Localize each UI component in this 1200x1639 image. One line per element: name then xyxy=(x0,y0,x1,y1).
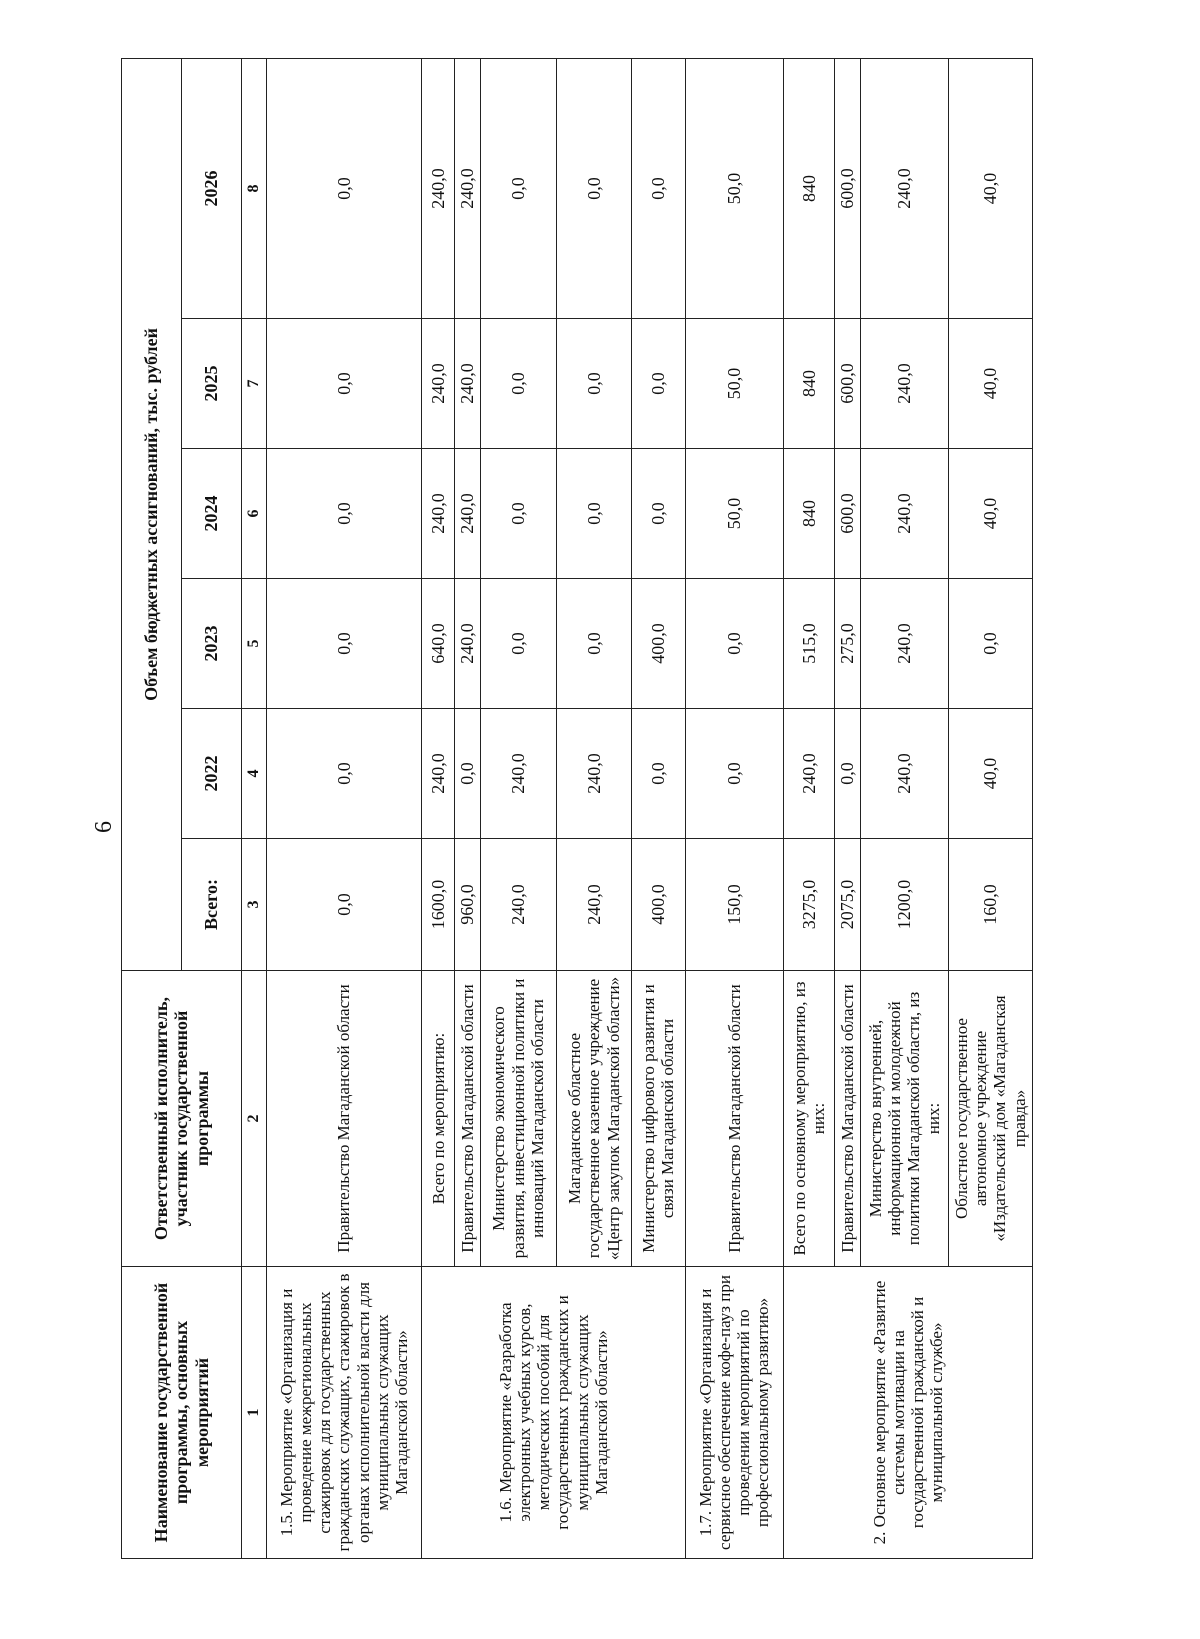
year-value-cell: 0,0 xyxy=(556,58,632,318)
year-value-cell: 0,0 xyxy=(480,449,556,579)
year-value-cell: 0,0 xyxy=(266,579,422,709)
header-year: 2026 xyxy=(182,58,242,318)
executor-cell: Магаданское областное государственное казенное учреждение «Центр закупок Магаданской области» xyxy=(556,971,632,1267)
total-cell: 3275,0 xyxy=(783,839,834,971)
executor-cell: Областное государственное автономное учреждение «Издательский дом «Магаданская правда» xyxy=(948,971,1032,1267)
total-cell: 150,0 xyxy=(685,839,783,971)
year-value-cell: 240,0 xyxy=(860,579,948,709)
table-row xyxy=(783,58,834,1558)
column-number: 3 xyxy=(242,839,267,971)
executor-cell: Правительство Магаданской области xyxy=(835,971,861,1267)
year-value-cell: 840 xyxy=(783,319,834,449)
year-value-cell: 0,0 xyxy=(632,449,685,579)
column-number: 5 xyxy=(242,579,267,709)
header-budget-group: Объем бюджетных ассигнований, тыс. рублей xyxy=(122,58,182,970)
year-value-cell: 275,0 xyxy=(835,579,861,709)
year-value-cell: 240,0 xyxy=(860,449,948,579)
year-value-cell: 0,0 xyxy=(455,709,481,839)
header-executor: Ответственный исполнитель, участник государственной программы xyxy=(122,971,242,1267)
year-value-cell: 0,0 xyxy=(556,319,632,449)
year-value-cell: 240,0 xyxy=(860,319,948,449)
year-value-cell: 600,0 xyxy=(835,58,861,318)
year-value-cell: 0,0 xyxy=(480,319,556,449)
executor-cell: Министерство цифрового развития и связи Магаданской области xyxy=(632,971,685,1267)
year-value-cell: 840 xyxy=(783,58,834,318)
year-value-cell: 240,0 xyxy=(455,58,481,318)
table-row xyxy=(685,58,783,1558)
program-name-cell: 1.6. Мероприятие «Разработка электронных учебных курсов, методических пособий для государственных гражданских и муниципальных служащих Магаданской области» xyxy=(422,1267,685,1559)
column-number: 4 xyxy=(242,709,267,839)
year-value-cell: 600,0 xyxy=(835,449,861,579)
year-value-cell: 0,0 xyxy=(948,579,1032,709)
total-cell: 240,0 xyxy=(556,839,632,971)
year-value-cell: 40,0 xyxy=(948,709,1032,839)
year-value-cell: 0,0 xyxy=(632,319,685,449)
executor-cell: Всего по основному мероприятию, из них: xyxy=(783,971,834,1267)
column-number: 7 xyxy=(242,319,267,449)
header-year: 2024 xyxy=(182,449,242,579)
total-cell: 1600,0 xyxy=(422,839,455,971)
year-value-cell: 40,0 xyxy=(948,449,1032,579)
year-value-cell: 240,0 xyxy=(480,709,556,839)
total-cell: 2075,0 xyxy=(835,839,861,971)
year-value-cell: 0,0 xyxy=(685,709,783,839)
budget-table xyxy=(121,58,1033,1559)
year-value-cell: 0,0 xyxy=(266,58,422,318)
year-value-cell: 40,0 xyxy=(948,58,1032,318)
program-name-cell: 1.7. Мероприятие «Организация и сервисное обеспечение кофе-пауз при проведении мероприятий по профессиональному развитию» xyxy=(685,1267,783,1559)
executor-cell: Всего по мероприятию: xyxy=(422,971,455,1267)
page-number: 6 xyxy=(91,821,117,833)
year-value-cell: 0,0 xyxy=(632,58,685,318)
header-year: 2023 xyxy=(182,579,242,709)
year-value-cell: 240,0 xyxy=(422,319,455,449)
year-value-cell: 600,0 xyxy=(835,319,861,449)
year-value-cell: 515,0 xyxy=(783,579,834,709)
header-year: 2025 xyxy=(182,319,242,449)
executor-cell: Министерство экономического развития, инвестиционной политики и инноваций Магаданской области xyxy=(480,971,556,1267)
year-value-cell: 240,0 xyxy=(783,709,834,839)
total-cell: 960,0 xyxy=(455,839,481,971)
year-value-cell: 0,0 xyxy=(632,709,685,839)
year-value-cell: 0,0 xyxy=(835,709,861,839)
total-cell: 400,0 xyxy=(632,839,685,971)
year-value-cell: 0,0 xyxy=(556,449,632,579)
header-total: Всего: xyxy=(182,839,242,971)
year-value-cell: 0,0 xyxy=(266,319,422,449)
rotated-table-wrapper xyxy=(121,59,1033,1559)
year-value-cell: 400,0 xyxy=(632,579,685,709)
total-cell: 0,0 xyxy=(266,839,422,971)
total-cell: 1200,0 xyxy=(860,839,948,971)
table-row xyxy=(422,58,455,1558)
year-value-cell: 240,0 xyxy=(422,709,455,839)
year-value-cell: 0,0 xyxy=(480,579,556,709)
year-value-cell: 240,0 xyxy=(556,709,632,839)
column-number: 8 xyxy=(242,58,267,318)
column-number: 6 xyxy=(242,449,267,579)
year-value-cell: 50,0 xyxy=(685,319,783,449)
total-cell: 160,0 xyxy=(948,839,1032,971)
year-value-cell: 240,0 xyxy=(422,449,455,579)
year-value-cell: 50,0 xyxy=(685,58,783,318)
year-value-cell: 240,0 xyxy=(455,579,481,709)
program-name-cell: 2. Основное мероприятие «Развитие системы мотивации на государственной гражданской и муниципальной службе» xyxy=(783,1267,1032,1559)
executor-cell: Министерство внутренней, информационной и молодежной политики Магаданской области, из них: xyxy=(860,971,948,1267)
header-year: 2022 xyxy=(182,709,242,839)
year-value-cell: 640,0 xyxy=(422,579,455,709)
year-value-cell: 840 xyxy=(783,449,834,579)
year-value-cell: 50,0 xyxy=(685,449,783,579)
program-name-cell: 1.5. Мероприятие «Организация и проведение межрегиональных стажировок для государственных гражданских служащих, стажировок в органах исполнительной власти для муниципальных служащих Магаданской области» xyxy=(266,1267,422,1559)
column-number: 1 xyxy=(242,1267,267,1559)
year-value-cell: 0,0 xyxy=(556,579,632,709)
executor-cell: Правительство Магаданской области xyxy=(266,971,422,1267)
year-value-cell: 240,0 xyxy=(455,449,481,579)
year-value-cell: 0,0 xyxy=(266,449,422,579)
header-name: Наименование государственной программы, основных мероприятий xyxy=(122,1267,242,1559)
year-value-cell: 240,0 xyxy=(455,319,481,449)
column-number: 2 xyxy=(242,971,267,1267)
executor-cell: Правительство Магаданской области xyxy=(685,971,783,1267)
year-value-cell: 0,0 xyxy=(685,579,783,709)
year-value-cell: 240,0 xyxy=(860,58,948,318)
year-value-cell: 240,0 xyxy=(422,58,455,318)
year-value-cell: 240,0 xyxy=(860,709,948,839)
year-value-cell: 0,0 xyxy=(266,709,422,839)
executor-cell: Правительство Магаданской области xyxy=(455,971,481,1267)
year-value-cell: 0,0 xyxy=(480,58,556,318)
total-cell: 240,0 xyxy=(480,839,556,971)
column-number-row xyxy=(242,58,267,1558)
table-row xyxy=(266,58,422,1558)
year-value-cell: 40,0 xyxy=(948,319,1032,449)
